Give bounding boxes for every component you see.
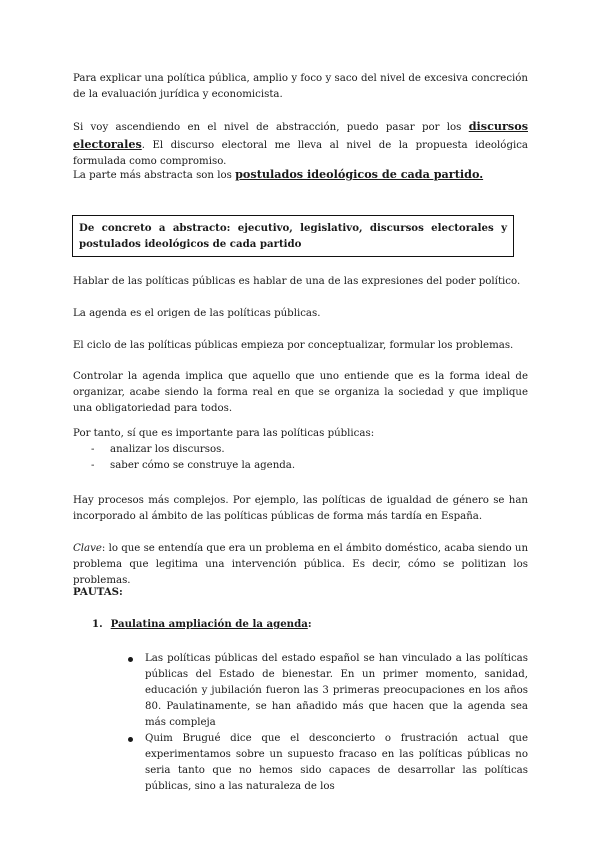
paragraph-3 (73, 166, 528, 184)
paragraph-7: Controlar la agenda implica que aquello que uno entiende que es la forma ideal de organizar, acabe siendo la forma real en que se organiza la sociedad y que implique una obligatoriedad para todos. (73, 371, 528, 414)
bullet-dot-icon (128, 737, 133, 742)
bullet-list (128, 651, 528, 795)
bullet-text: Quim Brugué dice que el desconcierto o frustración actual que experimentamos sobre un supuesto fracaso en las políticas públicas no seria tanto que no hemos sido capaces de desarrollar las políticas públicas, sino a las naturaleza de los (145, 733, 528, 792)
dash-marker: - (91, 460, 95, 471)
item-number: 1. (92, 618, 103, 630)
paragraph-8: Por tanto, sí que es importante para las políticas públicas: (73, 428, 375, 439)
paragraph-2-start: Si voy ascendiendo en el nivel de abstracción, puedo pasar por los (73, 122, 469, 133)
clave-text: : lo que se entendía que era un problema en el ámbito doméstico, acaba siendo un problema que legitima una intervención pública. Es decir, cómo se politizan los problemas. (73, 543, 529, 586)
item-title: Paulatina ampliación de la agenda (110, 618, 308, 630)
paragraph-6: El ciclo de las políticas públicas empieza por conceptualizar, formular los problemas. (73, 340, 514, 351)
bullet-item (128, 651, 528, 731)
paragraph-5: La agenda es el origen de las políticas públicas. (73, 308, 321, 319)
dash-item-text: saber cómo se construye la agenda. (110, 460, 296, 471)
dash-item-text: analizar los discursos. (110, 444, 225, 455)
bullet-item (128, 731, 528, 795)
bullet-text: Las políticas públicas del estado español se han vinculado a las políticas públicas del Estado de bienestar. En un primer momento, sanidad, educación y jubilación fueron las 3 primeras preocupaciones en los años 80. Paulatinamente, se han añadido más que hacen que la agenda sea más compleja (145, 653, 528, 728)
boxed-title: De concreto a abstracto: ejecutivo, legislativo, discursos electorales y postulados ideológicos de cada partido (72, 215, 514, 257)
highlight-discursos-electorales: discursos electorales (73, 119, 528, 151)
paragraph-2 (73, 118, 528, 170)
bullet-dot-icon (128, 657, 133, 662)
highlight-postulados-ideologicos: postulados ideológicos de cada partido. (235, 167, 484, 181)
dash-list-item (73, 442, 513, 458)
numbered-item-1 (92, 616, 312, 632)
dash-list (73, 442, 513, 474)
paragraph-1: Para explicar una política pública, amplio y foco y saco del nivel de excesiva concreción de la evaluación jurídica y economicista. (73, 73, 528, 100)
paragraph-9: Hay procesos más complejos. Por ejemplo, las políticas de igualdad de género se han incorporado al ámbito de las políticas públicas de forma más tardía en España. (73, 495, 528, 522)
paragraph-10 (73, 541, 528, 589)
dash-marker: - (91, 444, 95, 455)
paragraph-3-start: La parte más abstracta son los (73, 170, 236, 181)
clave-label: Clave (73, 543, 102, 554)
dash-list-item (73, 458, 513, 474)
pautas-heading: PAUTAS: (73, 586, 123, 598)
paragraph-2-end: . El discurso electoral me lleva al nivel de la propuesta ideológica formulada como compromiso. (73, 140, 528, 167)
paragraph-4: Hablar de las políticas públicas es hablar de una de las expresiones del poder político. (73, 276, 521, 287)
item-colon: : (307, 618, 312, 630)
